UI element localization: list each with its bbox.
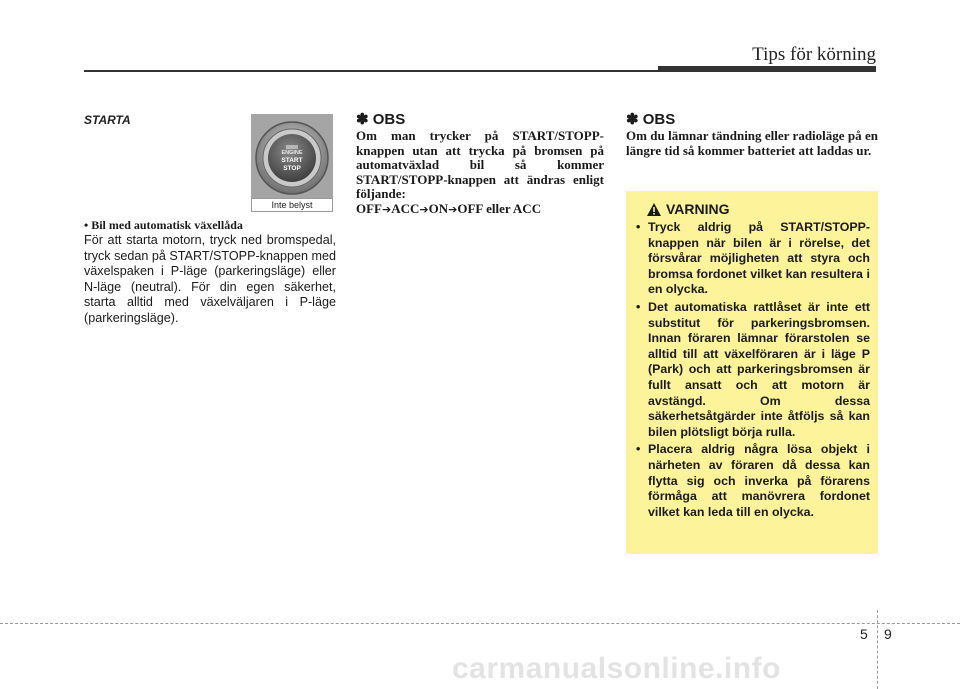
warning-box	[626, 191, 878, 554]
start-label: START	[281, 157, 303, 164]
footer-rule	[0, 623, 960, 624]
obs-heading-right: ✽ OBS	[626, 111, 676, 128]
start-button-photo	[251, 114, 333, 212]
section-heading: STARTA	[84, 113, 131, 127]
arrow-icon: ➔	[382, 202, 392, 216]
warning-triangle-icon	[646, 202, 662, 217]
mode-acc: ACC	[391, 200, 420, 216]
warning-title-text: VARNING	[666, 201, 730, 217]
warning-item: • Det automatiska rattlåset är inte ett substitut för parkeringsbromsen. Innan föraren lämnar förarstolen se alltid till att växelföraren är i läge P (Park) och att parkeringsbromsen är fullt ansatt och att motorn är avstängd. Om dessa säkerhetsåtgärder inte åtföljs så kan bilen plötsligt börja rulla.	[634, 300, 870, 440]
mode-on: ON	[428, 200, 449, 216]
transmission-bullet: • Bil med automatisk växellåda	[84, 218, 243, 232]
image-caption: Inte belyst	[251, 198, 333, 212]
running-header: Tips för körning	[752, 44, 876, 65]
arrow-icon: ➔	[419, 202, 429, 216]
warning-title	[646, 201, 870, 217]
watermark: carmanualsonline.info	[452, 652, 781, 685]
warning-list	[634, 220, 870, 520]
warning-item: • Placera aldrig några lösa objekt i närheten av föraren då dessa kan flytta sig och inverka på förarens förmåga att manövrera fordonet vilket kan leda till en olycka.	[634, 442, 870, 520]
mode-sequence	[356, 202, 604, 218]
stop-label: STOP	[283, 165, 301, 172]
chapter-number: 5	[860, 626, 868, 642]
engine-start-stop-icon	[251, 114, 333, 198]
start-stop-button-image	[251, 114, 333, 198]
obs-text: Om man trycker på START/STOPP-knappen utan att trycka på bromsen på automatväxlad bil så kommer START/STOPP-knappen att ändras enligt följande:	[356, 128, 604, 201]
battery-note: Om du lämnar tändning eller radioläge på en längre tid så kommer batteriet att laddas ur.	[626, 128, 878, 158]
page-number: 9	[884, 626, 892, 642]
header-bar	[658, 66, 876, 72]
obs-heading: ✽ OBS	[356, 111, 406, 128]
warning-item: • Tryck aldrig på START/STOPP-knappen när bilen är i rörelse, det försvårar möjligheten att styra och bromsa fordonet vilket kan resultera i en olycka.	[634, 220, 870, 298]
middle-column	[356, 110, 604, 217]
page-divider	[877, 610, 878, 689]
mode-final: OFF eller ACC	[457, 200, 542, 216]
arrow-icon: ➔	[448, 202, 458, 216]
start-instructions: För att starta motorn, tryck ned bromspedal, tryck sedan på START/STOPP-knappen med växelspaken i P-läge (parkeringsläge) eller N-läge (neutral). För din egen säkerhet, starta alltid med växelväljaren i P-läge (parkeringsläge).	[84, 233, 336, 325]
engine-label: ENGINE	[281, 150, 303, 156]
mode-off: OFF	[356, 200, 382, 216]
left-column	[84, 110, 336, 325]
right-column	[626, 110, 878, 158]
